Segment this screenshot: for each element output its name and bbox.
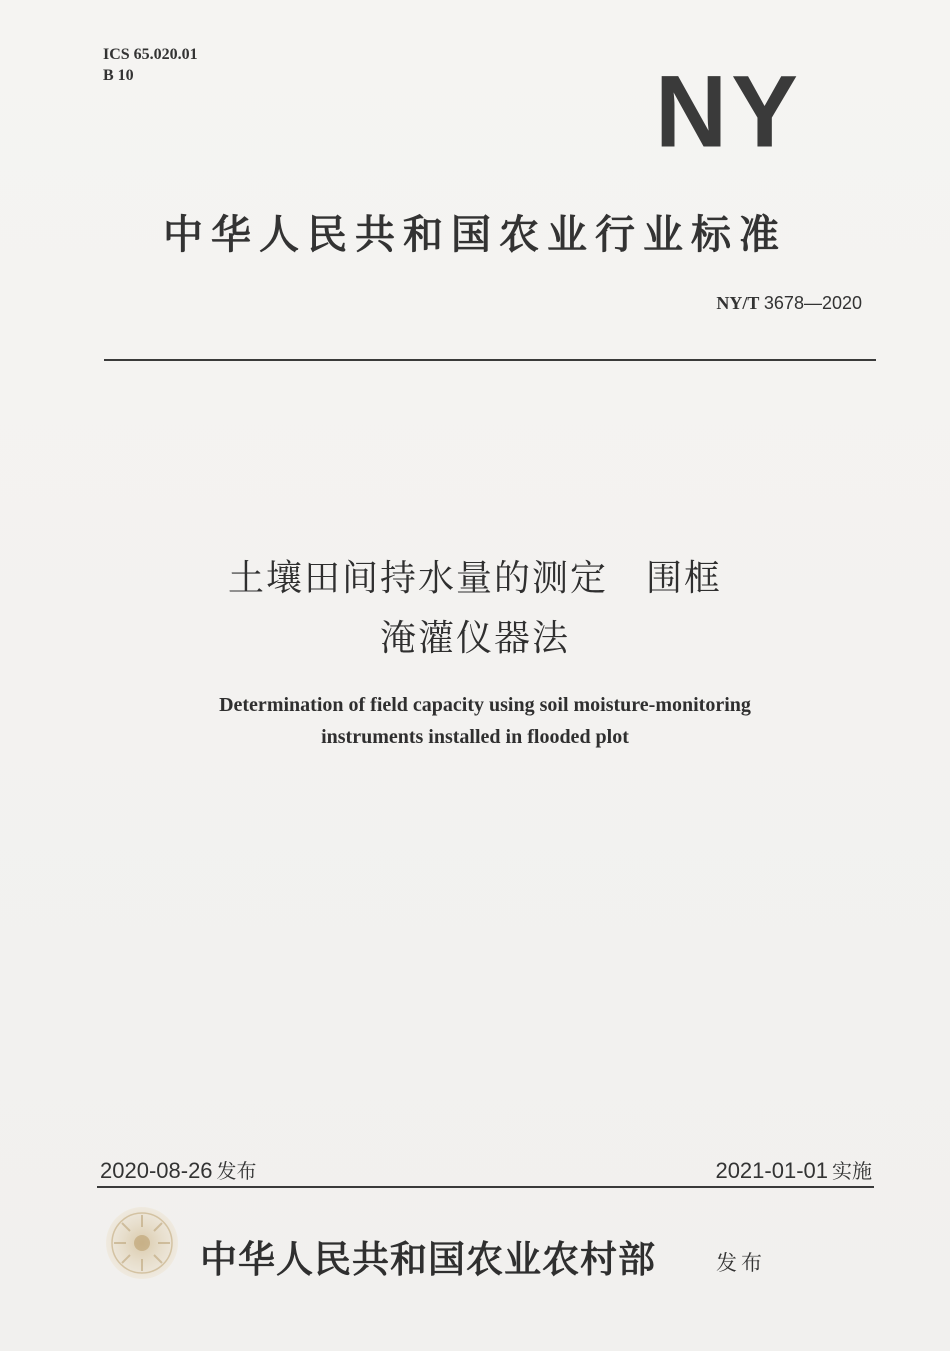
publisher-name: 中华人民共和国农业农村部 bbox=[200, 1237, 656, 1281]
issue-label: 发布 bbox=[216, 1159, 257, 1183]
standard-title: 中华人民共和国农业行业标准 bbox=[163, 212, 787, 258]
chinese-title-line-2: 淹灌仪器法 bbox=[379, 618, 570, 659]
issue-date: 2020-08-26 bbox=[100, 1158, 213, 1183]
publish-label: 发布 bbox=[716, 1251, 766, 1275]
bottom-divider bbox=[97, 1186, 874, 1188]
implement-label: 实施 bbox=[832, 1159, 872, 1183]
ny-logo: NY bbox=[655, 54, 802, 170]
standard-code bbox=[716, 293, 862, 314]
implement-date-block bbox=[715, 1155, 872, 1184]
ministry-seal-icon bbox=[104, 1205, 180, 1281]
issue-date-block bbox=[100, 1155, 257, 1184]
chinese-title-line-1: 土壤田间持水量的测定 围框 bbox=[227, 558, 722, 599]
english-title-line-2: instruments installed in flooded plot bbox=[321, 726, 629, 748]
ics-code: ICS 65.020.01 bbox=[103, 46, 198, 63]
top-divider bbox=[104, 359, 876, 361]
implement-date: 2021-01-01 bbox=[715, 1158, 828, 1183]
category-code: B 10 bbox=[103, 67, 134, 84]
standard-code-prefix: NY/T bbox=[716, 293, 760, 313]
ics-classification bbox=[103, 44, 198, 86]
standard-code-number: 3678—2020 bbox=[763, 293, 862, 313]
english-title-line-1: Determination of field capacity using soil moisture-monitoring bbox=[219, 694, 751, 716]
